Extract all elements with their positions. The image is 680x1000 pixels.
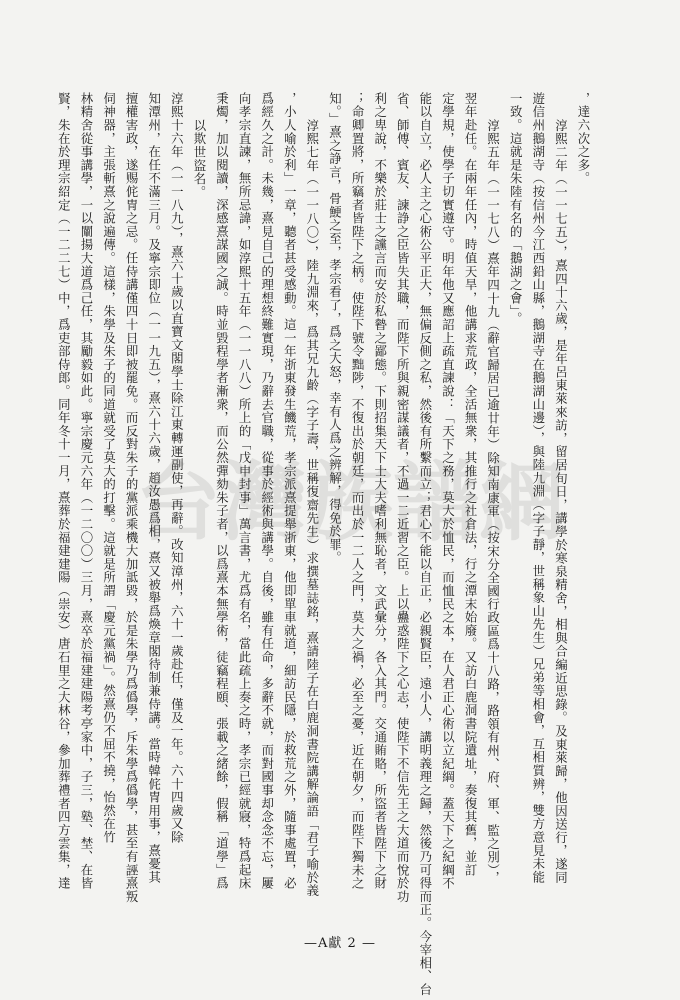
- text-column: ，達六次之多。: [576, 92, 591, 186]
- text-column: 淳熙二年（一一七五），熹四十六歲，是年呂東萊來訪，留居旬日，講學於寒泉精舍，相與合編近思錄。及東萊歸，他因送行，遂同: [553, 119, 569, 885]
- text-column: 遊信州鵝湖寺（按信州今江西鉛山縣，鵝湖寺在鵝湖山邊），與陸九淵（字子靜，世稱象山先生）兄弟等相會，互相質辨，雙方意見未能: [530, 92, 546, 884]
- text-column: 省、師傅、賓友、諫諍之臣皆失其職，而陛下所與親密謀議者，不過一二近習之臣。上以蠱惑陛下之心志，使陛下不信先王之大道而悅於功: [395, 92, 411, 904]
- text-column: 知潭州，在任不滿三月。及寧宗即位（一一九五），熹六十六歲，趙汝愚爲相，熹又被舉爲煥章閣待制兼侍講。當時韓侂冑用事，熹憂其: [146, 92, 162, 884]
- text-column: 擅權害政，遂赐侂冑之忌。任侍講僅四十日即被罷免。而反對朱子的黨派乘機大加詆毀，於是朱學乃爲僞學，斥朱學爲僞學，甚至有誣熹叛: [124, 92, 140, 904]
- text-column: 以欺世盜名。: [191, 119, 207, 200]
- text-column: 賢，朱在於理宗紹定（一二二七）中，爲吏部侍郎。同年冬十一月，熹葬於福建建陽（崇安）唐石里之大林谷，參加葬禮者四方雲集，達: [56, 92, 72, 890]
- text-column: 能以自立，必人主之心術公平正大，無偏反側之私，然後有所繫而立；君心不能以自正，必親賢臣，遠小人，講明義理之歸，然後乃可得而正。今宰相、台: [417, 92, 433, 997]
- page-footer: —A獻 2 —: [304, 936, 376, 951]
- text-column: 淳熙十六年（一一八九），熹六十歲以直寶文閣學士除江東轉運副使，再辭。改知漳州，六十一歲赴任，僅及一年。六十四歲又除: [169, 92, 185, 844]
- svg-text:台灣族譜網: 台灣族譜網: [135, 453, 565, 553]
- text-column: 翌年赴任。在兩年任內，時值天旱，他講求荒政，全活無衆，其推行之社倉法，行之潭末始廢。又訪白鹿洞書院遺址，奏復其舊，並訂: [463, 92, 479, 877]
- text-column: 林精舍從事講學，一以闡揚大道爲己任，其勵毅如此。寧宗慶元六年（一二〇〇）三月，熹卒於福建建陽考亭家中，子三，塾、埜、在皆: [78, 92, 94, 890]
- text-column: 淳熙七年（一一八〇），陸九淵來，爲其兄九齡（字子壽，世稱復齋先生）求撰墓誌銘，熹請陸子在白鹿洞書院講解論語「君子喻於義: [304, 119, 320, 898]
- text-column: 定學規，使學子切實遵守。明年他又應詔上疏直諫說：「天下之務，莫大於恤民，而恤民之本，在人君正心術以立紀綱。蓋天下之紀綱不: [440, 92, 456, 890]
- text-column: 爲經久之計。未幾，熹見自己的理想終難實現，乃辭去官職，從事於經術與講學。自後，雖有任命，多辭不就，而對國事却念念不忘，屢: [259, 92, 275, 890]
- vertical-text-block: [52, 92, 594, 997]
- text-column: ，小人喻於利」一章，聽者甚受感動。這一年浙東發生饑荒，孝宗派熹提舉浙東，他即單車就道，細訪民隱，於救荒之外，隨事處置，必: [282, 92, 298, 890]
- text-column: 利之卑說，不樂於莊士之讜言而安於私暬之鄙態。下則招集天下士大夫嗜利無恥者，文武彙分，各入其門。交通賄賂，所盜者皆陛下之財: [372, 92, 388, 890]
- text-column: 秉燭，加以閱讀，深感熹謀國之誠。時並毀程學者漸衆，而公然彈劾朱子者，以爲熹本無學術，徒竊程頤、張載之緒餘，假稱「道學」爲: [214, 92, 230, 890]
- text-column: 淳熙五年（一一七八）熹年四十九（辭官歸居已逾廿年）除知南康軍（按宋分全國行政區爲十八路，路領有州、府、軍、監之別），: [485, 119, 501, 885]
- text-column: ；命卿置將，所竊者皆陛下之柄。使陛下號令黜陟，不復出於朝廷，而出於一二人之門，莫大之禍，必至之憂，近在朝夕，而陛下獨未之: [350, 92, 366, 890]
- text-column: 一致。這就是朱陸有名的「鵝湖之會」。: [508, 92, 524, 326]
- text-column: 向孝宗直諫，無所忌諱，如淳熙十五年（一一八八）所上的「戊申封事」萬言書，尤爲有名，當此疏上奏之時，孝宗已經就寢，特爲起床: [237, 92, 253, 890]
- text-column: 伺神器，主張斬熹之說遍傳。這樣，朱學及朱子的同道就受了莫大的打擊。這就是所謂「慶元黨禍」。然熹仍不屈不撓，怡然在竹: [101, 92, 117, 844]
- text-column: 知。」熹之諍言，骨鯁之至，孝宗看了，爲之大怒，幸有人爲之辨解，得免於罪。: [327, 92, 343, 565]
